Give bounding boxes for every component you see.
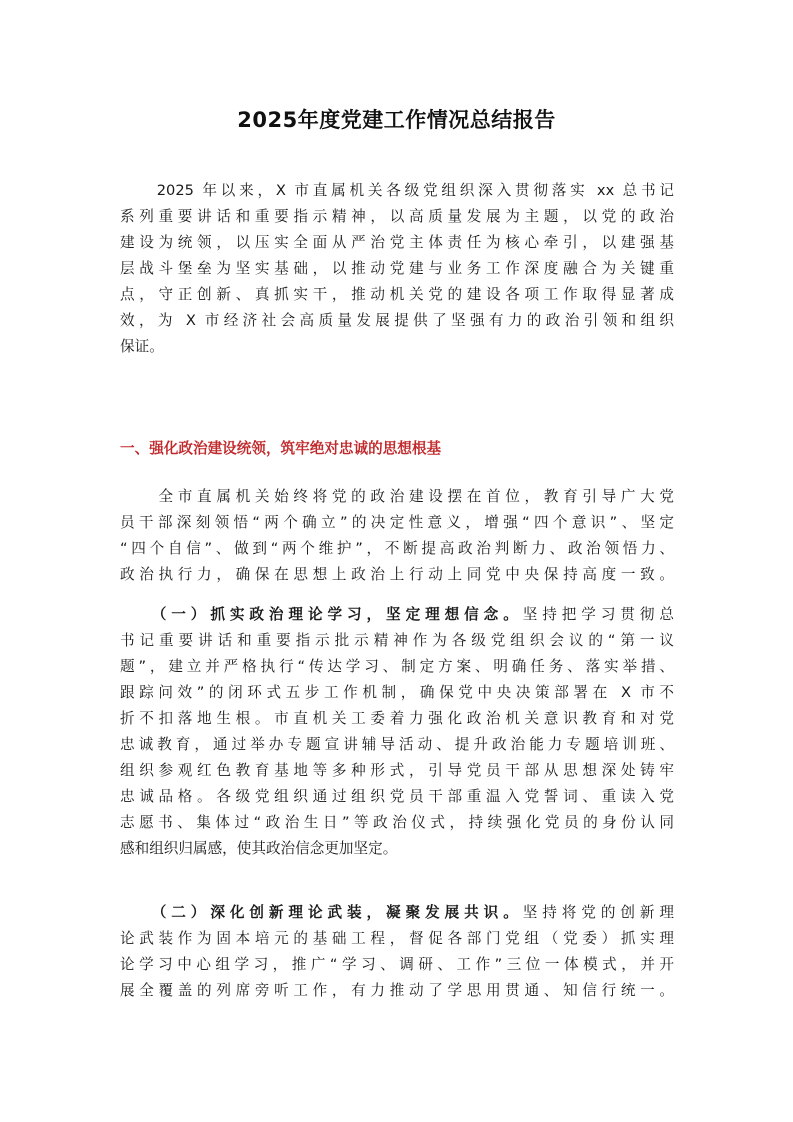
text-line: 忠诚教育，通过举办专题宣讲辅导活动、提升政治能力专题培训班、 bbox=[120, 736, 674, 753]
text-line: 折不扣落地生根。市直机关工委着力强化政治机关意识教育和对党 bbox=[120, 710, 674, 727]
text-line: 忠诚品格。各级党组织通过组织党员干部重温入党誓词、重读入党 bbox=[120, 788, 674, 805]
text-run: 坚持把学习贯彻总 bbox=[522, 606, 674, 623]
text-line: 点，守正创新、真抓实干，推动机关党的建设各项工作取得显著成 bbox=[120, 286, 674, 303]
text-run: 坚持将党的创新理 bbox=[522, 904, 674, 921]
text-line: “四个自信”、做到“两个维护”，不断提高政治判断力、政治领悟力、 bbox=[120, 540, 674, 557]
subsection1-paragraph bbox=[120, 602, 674, 862]
text-line: 建设为统领，以压实全面从严治党主体责任为核心牵引，以建强基 bbox=[120, 234, 674, 251]
text-line: 2025 年以来，X 市直属机关各级党组织深入贯彻落实 xx 总书记 bbox=[120, 182, 674, 199]
text-line: 保证。 bbox=[120, 338, 164, 355]
text-line: 全市直属机关始终将党的政治建设摆在首位，教育引导广大党 bbox=[120, 488, 674, 505]
section1-paragraph bbox=[120, 484, 674, 588]
text-line: 展全覆盖的列席旁听工作，有力推动了学思用贯通、知信行统一。 bbox=[120, 982, 674, 999]
text-line: 跟踪问效”的闭环式五步工作机制，确保党中央决策部署在 X 市不 bbox=[120, 684, 674, 701]
text-line: 效，为 X 市经济社会高质量发展提供了坚强有力的政治引领和组织 bbox=[120, 312, 674, 329]
text-line bbox=[120, 900, 674, 926]
subsection-lead: （二）深化创新理论武装，凝聚发展共识。 bbox=[159, 904, 523, 921]
text-line: 论学习中心组学习，推广“学习、调研、工作”三位一体模式，并开 bbox=[120, 956, 674, 973]
text-line: 志愿书、集体过“政治生日”等政治仪式，持续强化党员的身份认同 bbox=[120, 814, 674, 831]
text-line: 论武装作为固本培元的基础工程，督促各部门党组（党委）抓实理 bbox=[120, 930, 674, 947]
document-title: 2025年度党建工作情况总结报告 bbox=[237, 108, 556, 132]
text-line: 组织参观红色教育基地等多种形式，引导党员干部从思想深处铸牢 bbox=[120, 762, 674, 779]
text-line: 系列重要讲话和重要指示精神，以高质量发展为主题，以党的政治 bbox=[120, 208, 674, 225]
section-heading: 一、强化政治建设统领，筑牢绝对忠诚的思想根基 bbox=[120, 440, 442, 457]
text-line: 题”，建立并严格执行“传达学习、制定方案、明确任务、落实举措、 bbox=[120, 658, 674, 675]
subsection-lead: （一）抓实政治理论学习，坚定理想信念。 bbox=[159, 606, 523, 623]
text-line: 政治执行力，确保在思想上政治上行动上同党中央保持高度一致。 bbox=[120, 566, 674, 583]
subsection2-paragraph bbox=[120, 900, 674, 1004]
text-line: 层战斗堡垒为坚实基础，以推动党建与业务工作深度融合为关键重 bbox=[120, 260, 674, 277]
text-line: 书记重要讲话和重要指示批示精神作为各级党组织会议的“第一议 bbox=[120, 632, 674, 649]
intro-paragraph bbox=[120, 178, 674, 360]
text-line: 感和组织归属感，使其政治信念更加坚定。 bbox=[120, 840, 398, 857]
text-line: 员干部深刻领悟“两个确立”的决定性意义，增强“四个意识”、坚定 bbox=[120, 514, 674, 531]
text-line bbox=[120, 602, 674, 628]
